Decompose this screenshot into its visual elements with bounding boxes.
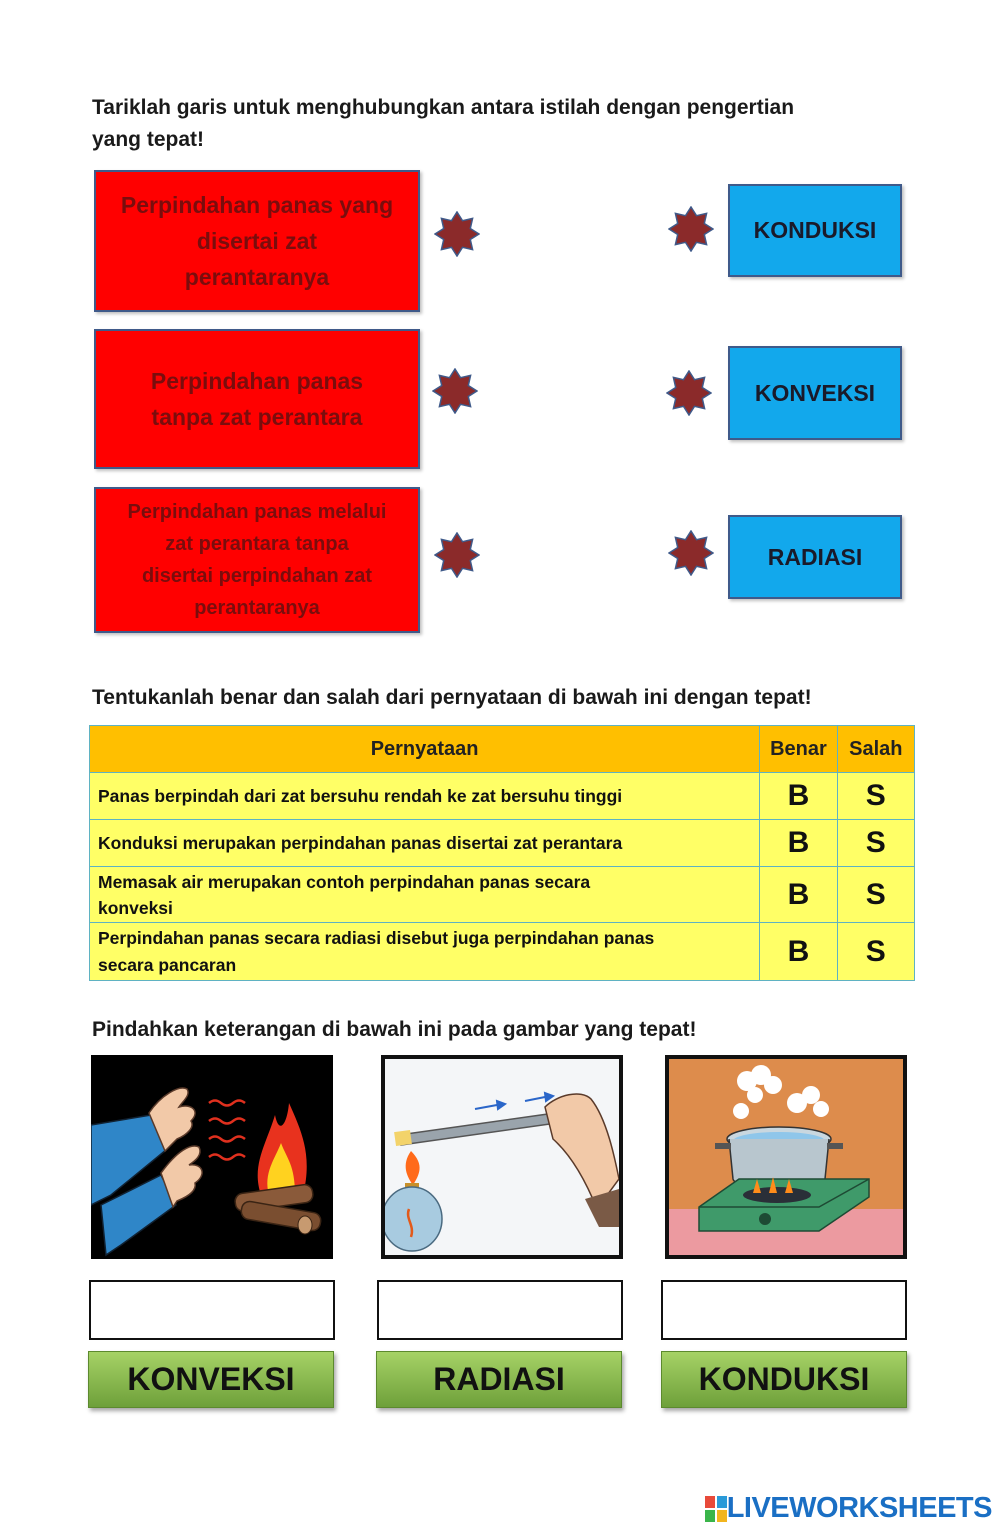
true-false-instruction: Tentukanlah benar dan salah dari pernyataan di bawah ini dengan tepat! (92, 686, 812, 709)
liveworksheets-logo-icon (705, 1496, 727, 1522)
statement-1: Panas berpindah dari zat bersuhu rendah ke zat bersuhu tinggi (90, 773, 760, 820)
boiling-pot-illustration (669, 1059, 903, 1255)
definition-3-line1: Perpindahan panas melalui (127, 501, 387, 523)
left-connector-star-1-icon[interactable] (434, 211, 480, 257)
definition-3-line2: zat perantara tanpa (165, 533, 349, 555)
term-konveksi-label: KONVEKSI (754, 379, 876, 406)
option-b-1[interactable]: B (760, 773, 837, 820)
definition-2-line2: tanpa zat perantara (151, 404, 363, 430)
definition-2-line1: Perpindahan panas (150, 368, 364, 394)
liveworksheets-logo-text: LIVEWORKSHEETS (726, 1492, 992, 1524)
campfire-hands-illustration (91, 1055, 333, 1259)
picture-heated-rod (381, 1055, 623, 1259)
term-konduksi-label: KONDUKSI (753, 217, 877, 243)
header-statement: Pernyataan (90, 726, 760, 773)
instruction-line-2: yang tepat! (92, 128, 205, 151)
picture-boiling-pot (665, 1055, 907, 1259)
draggable-label-radiasi[interactable] (376, 1351, 622, 1408)
table-row (90, 923, 915, 981)
option-s-3[interactable]: S (837, 867, 914, 923)
draggable-label-konduksi[interactable] (661, 1351, 907, 1408)
definition-3-line3: disertai perpindahan zat (141, 565, 373, 587)
true-false-table (89, 725, 915, 981)
label-konveksi-text: KONVEKSI (127, 1361, 295, 1397)
option-b-3[interactable]: B (760, 867, 837, 923)
table-row (90, 773, 915, 820)
right-connector-star-2-icon[interactable] (666, 370, 712, 416)
header-true: Benar (760, 726, 837, 773)
draggable-label-konveksi[interactable] (88, 1351, 334, 1408)
statement-3-line1: Memasak air merupakan contoh perpindahan panas secara (98, 871, 591, 892)
statement-3-line2: konveksi (98, 897, 173, 918)
option-s-2[interactable]: S (837, 820, 914, 867)
label-radiasi-text: RADIASI (433, 1361, 565, 1397)
liveworksheets-logo (705, 1492, 992, 1525)
drop-zone-2[interactable] (377, 1280, 623, 1340)
statement-3 (90, 867, 760, 923)
header-false: Salah (837, 726, 914, 773)
option-b-4[interactable]: B (760, 923, 837, 981)
option-s-4[interactable]: S (837, 923, 914, 981)
definition-box-1 (94, 170, 420, 312)
definition-1-line2: disertai zat (196, 228, 318, 254)
picture-campfire (91, 1055, 333, 1259)
term-box-radiasi (728, 515, 902, 599)
definition-1-line1: Perpindahan panas yang (120, 192, 394, 218)
drop-zone-1[interactable] (89, 1280, 335, 1340)
term-box-konduksi (728, 184, 902, 277)
drop-zone-3[interactable] (661, 1280, 907, 1340)
definition-3-line4: perantaranya (194, 597, 320, 619)
label-konduksi-text: KONDUKSI (698, 1361, 870, 1397)
option-s-1[interactable]: S (837, 773, 914, 820)
definition-1-line3: perantaranya (184, 264, 330, 290)
statement-4-line1: Perpindahan panas secara radiasi disebut juga perpindahan panas (98, 927, 655, 948)
term-radiasi-label: RADIASI (767, 543, 863, 570)
option-b-2[interactable]: B (760, 820, 837, 867)
instruction-line-1: Tariklah garis untuk menghubungkan antara istilah dengan pengertian (92, 96, 795, 119)
right-connector-star-3-icon[interactable] (668, 530, 714, 576)
right-connector-star-1-icon[interactable] (668, 206, 714, 252)
matching-instruction (92, 92, 794, 156)
statement-2: Konduksi merupakan perpindahan panas disertai zat perantara (90, 820, 760, 867)
heated-rod-illustration (385, 1059, 619, 1255)
left-connector-star-2-icon[interactable] (432, 368, 478, 414)
drag-instruction: Pindahkan keterangan di bawah ini pada gambar yang tepat! (92, 1018, 697, 1041)
statement-4 (90, 923, 760, 981)
statement-4-line2: secara pancaran (98, 954, 237, 975)
table-row (90, 867, 915, 923)
definition-box-2 (94, 329, 420, 469)
table-header-row (90, 726, 915, 773)
definition-box-3 (94, 487, 420, 633)
left-connector-star-3-icon[interactable] (434, 532, 480, 578)
table-row (90, 820, 915, 867)
term-box-konveksi (728, 346, 902, 440)
